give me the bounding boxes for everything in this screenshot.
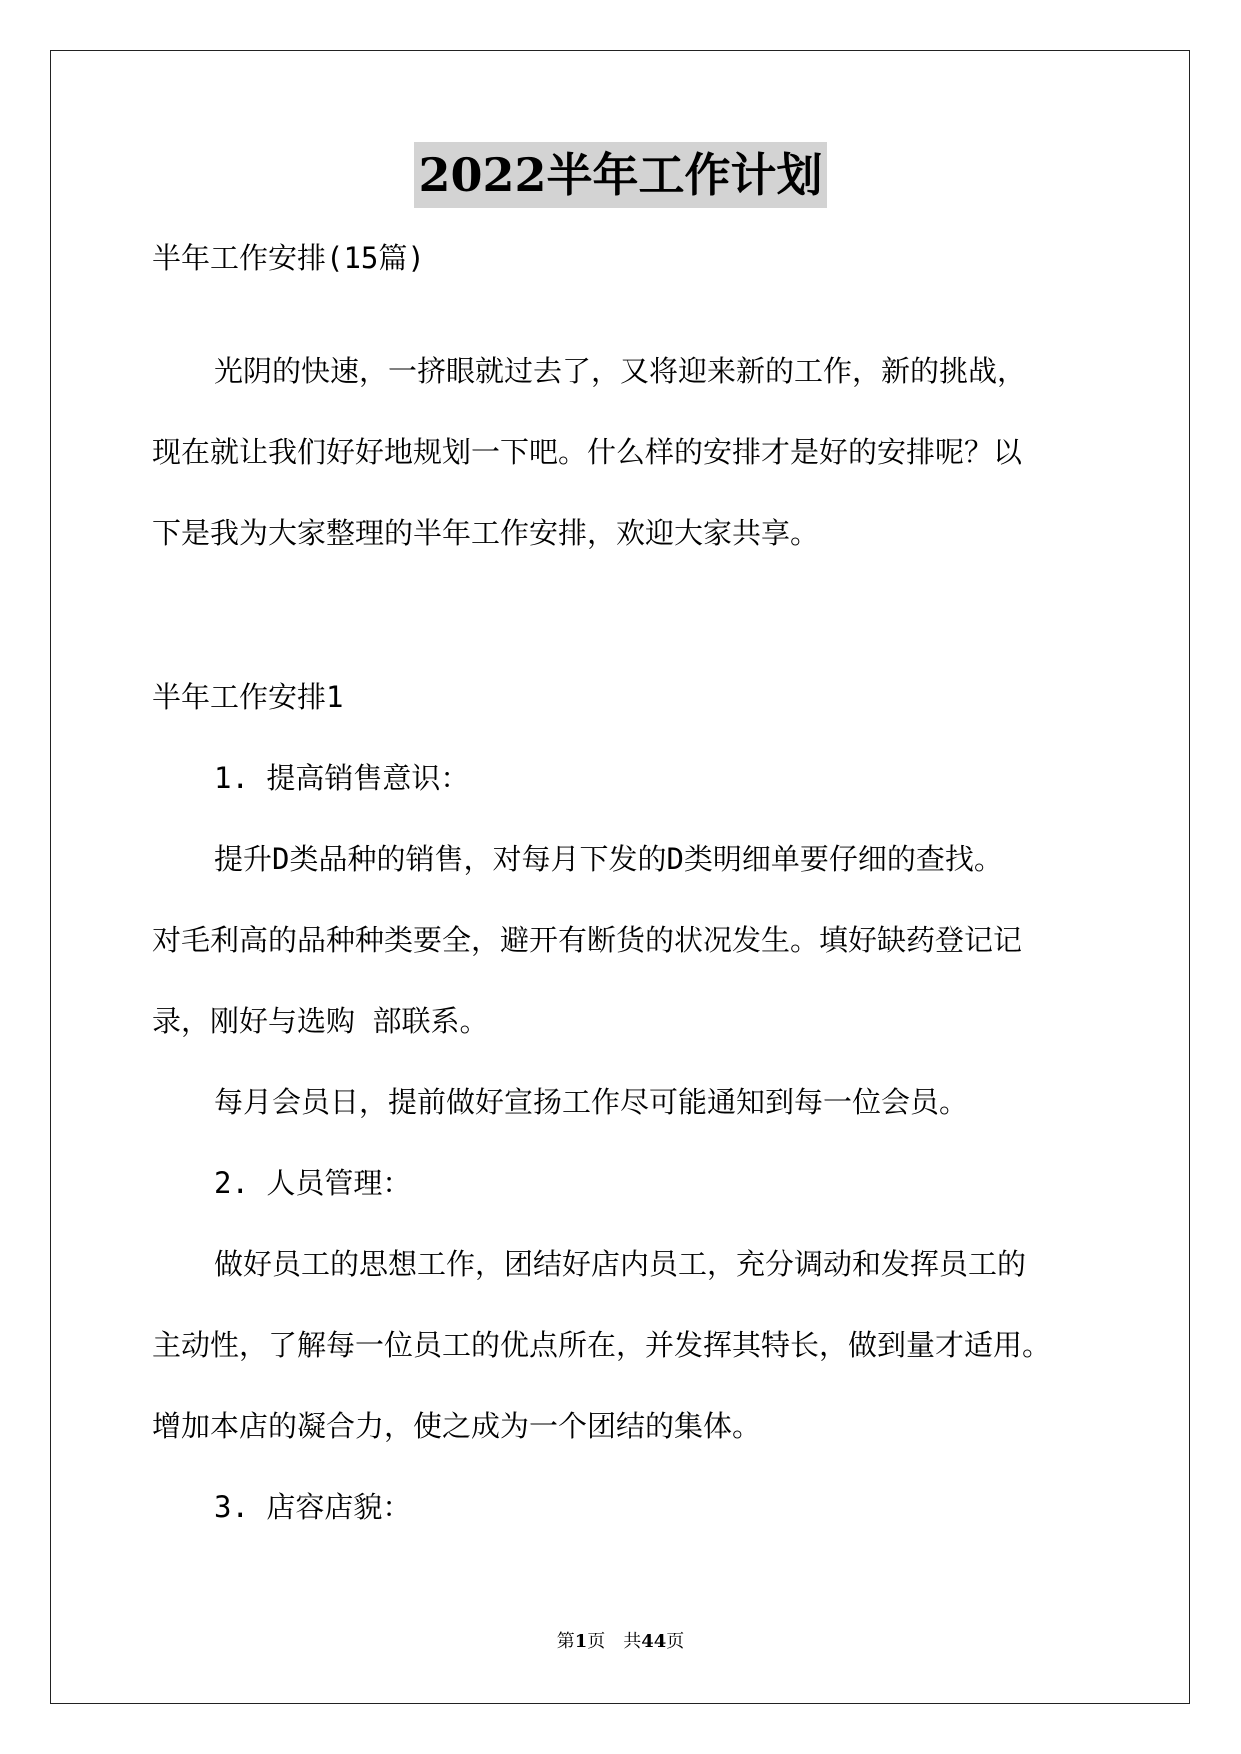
paragraph-line: 对毛利高的品种种类要全，避开有断货的状况发生。填好缺药登记记 <box>152 923 1023 957</box>
footer-total-pages: 44 <box>641 1631 667 1652</box>
paragraph-line: 增加本店的凝合力，使之成为一个团结的集体。 <box>152 1409 762 1443</box>
item-heading: 2. 人员管理： <box>214 1166 412 1200</box>
paragraph-line: 每月会员日，提前做好宣扬工作尽可能通知到每一位会员。 <box>214 1085 969 1119</box>
intro-line: 现在就让我们好好地规划一下吧。什么样的安排才是好的安排呢？以 <box>152 435 1023 469</box>
paragraph-line: 录，刚好与选购 部联系。 <box>152 1004 489 1038</box>
page-footer <box>0 1627 1241 1653</box>
footer-suffix: 页 <box>666 1631 685 1652</box>
footer-prefix: 第 <box>556 1631 575 1652</box>
section-heading: 半年工作安排1 <box>152 680 344 714</box>
item-heading: 1. 提高销售意识： <box>214 761 470 795</box>
intro-line: 下是我为大家整理的半年工作安排，欢迎大家共享。 <box>152 516 820 550</box>
paragraph-line: 提升D类品种的销售，对每月下发的D类明细单要仔细的查找。 <box>214 842 1003 876</box>
footer-mid: 页 共 <box>587 1631 642 1652</box>
intro-line: 光阴的快速，一挤眼就过去了，又将迎来新的工作，新的挑战， <box>214 354 1027 388</box>
document-title: 2022半年工作计划 <box>0 152 1241 198</box>
page-border <box>50 50 1190 1704</box>
paragraph-line: 做好员工的思想工作，团结好店内员工，充分调动和发挥员工的 <box>214 1247 1027 1281</box>
item-heading: 3. 店容店貌： <box>214 1490 412 1524</box>
paragraph-line: 主动性，了解每一位员工的优点所在，并发挥其特长，做到量才适用。 <box>152 1328 1052 1362</box>
subtitle: 半年工作安排(15篇) <box>152 241 425 275</box>
footer-page-number: 1 <box>574 1631 588 1652</box>
